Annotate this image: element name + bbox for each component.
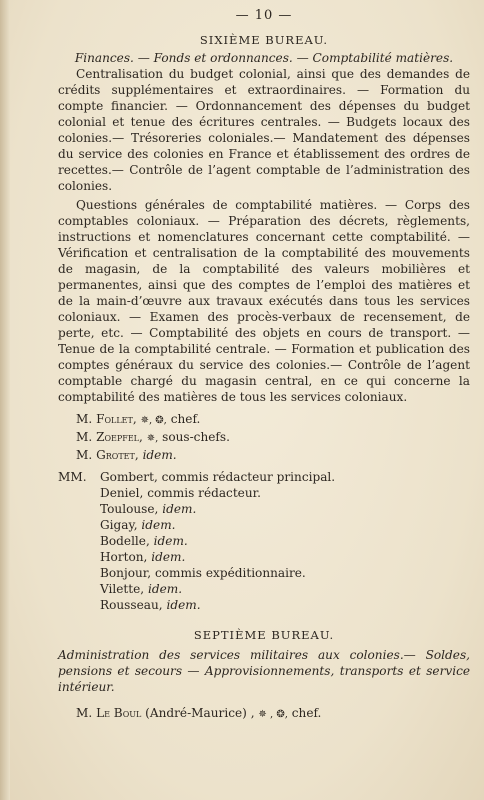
staff-name: Rousseau,	[100, 598, 163, 612]
staff-line	[100, 517, 470, 533]
decoration-icon: ✵,	[146, 433, 159, 444]
chief-given-name: (André-Maurice) ,	[145, 706, 255, 720]
staff-name: Vilette,	[100, 582, 145, 596]
chief-name: Le Boul	[96, 706, 142, 720]
staff-role: idem.	[141, 518, 176, 532]
staff-name: Bonjour,	[100, 566, 152, 580]
sixth-bureau-paragraph-1: Centralisation du budget colonial, ainsi que des demandes de crédits supplémentaires et extraordinaires. — Formation du compte financier. — Ordonnancement des dépenses du budget colonial et tenue des écritures centrales. — Budgets locaux des colonies.— Trésoreries coloniales.— Mandatement des dépenses du service des colonies en France et établissement des ordres de recettes.— Contrôle de l’agent comptable de l’administration des colonies.	[58, 67, 470, 193]
chief-name: Zoepfel	[96, 430, 139, 444]
sixth-bureau-heading: Finances. — Fonds et ordonnances. — Comptabilité matières.	[74, 51, 454, 65]
staff-line	[100, 485, 470, 501]
staff-line	[100, 533, 470, 549]
chief-name: Follet	[96, 412, 133, 426]
staff-line	[100, 565, 470, 581]
staff-entries	[100, 469, 470, 613]
chief-role: idem.	[142, 448, 177, 462]
chief-role: chef.	[170, 412, 201, 426]
chief-line: M. Grotet, idem.	[76, 448, 177, 462]
decoration-icon: ✵ , ❂,	[258, 709, 288, 720]
staff-role: commis expéditionnaire.	[154, 566, 306, 580]
chief-role: sous-chefs.	[162, 430, 230, 444]
decoration-icon: ✵, ❂,	[140, 415, 167, 426]
staff-name: Toulouse,	[100, 502, 159, 516]
staff-role: commis rédacteur.	[147, 486, 261, 500]
staff-line	[100, 597, 470, 613]
chief-prefix: M.	[76, 448, 93, 462]
chief-prefix: M.	[76, 706, 93, 720]
seventh-bureau-title: SEPTIÈME BUREAU.	[193, 628, 335, 642]
page-number: — 10 —	[235, 8, 293, 23]
seventh-chief-line	[58, 705, 470, 723]
staff-name: Deniel,	[100, 486, 144, 500]
chief-line: M. Follet, ✵, ❂, chef.	[76, 412, 201, 426]
staff-line	[100, 581, 470, 597]
document-body	[58, 8, 470, 723]
staff-role: idem.	[166, 598, 201, 612]
sixth-bureau-title: SIXIÈME BUREAU.	[199, 33, 329, 47]
staff-name: Horton,	[100, 550, 148, 564]
chief-prefix: M.	[76, 430, 93, 444]
staff-line	[100, 469, 470, 485]
seventh-bureau-heading: Administration des services militaires aux colonies.— Soldes, pensions et secours — Approvisionnements, transports et service intérieur.	[58, 648, 470, 694]
staff-role: idem.	[148, 582, 183, 596]
chief-name: Grotet	[96, 448, 135, 462]
chief-line: M. Zoepfel, ✵, sous-chefs.	[76, 430, 230, 444]
staff-prefix: MM.	[58, 470, 87, 484]
staff-role: idem.	[151, 550, 186, 564]
page-gutter	[0, 0, 10, 800]
chief-prefix: M.	[76, 412, 93, 426]
staff-list	[58, 469, 470, 613]
staff-name: Bodelle,	[100, 534, 150, 548]
chiefs-list	[58, 411, 470, 463]
staff-line	[100, 549, 470, 565]
staff-name: Gigay,	[100, 518, 138, 532]
staff-name: Gombert,	[100, 470, 158, 484]
staff-role: commis rédacteur principal.	[161, 470, 336, 484]
staff-role: idem.	[153, 534, 188, 548]
staff-role: idem.	[162, 502, 197, 516]
chief-role: chef.	[291, 706, 322, 720]
staff-line	[100, 501, 470, 517]
sixth-bureau-paragraph-2: Questions générales de comptabilité matières. — Corps des comptables coloniaux. — Préparation des décrets, règlements, instructions et nomenclatures concernant cette comptabilité. — Vérification et centralisation de la comptabilité des mouvements de magasin, de la comptabilité des valeurs mobilières et permanentes, ainsi que des comptes de l’emploi des matières et de la main-d’œuvre aux travaux exécutés dans tous les services coloniaux. — Examen des procès-verbaux de recensement, de perte, etc. — Comptabilité des objets en cours de transport. — Tenue de la comptabilité centrale. — Formation et publication des comptes généraux du service des colonies.— Contrôle de l’agent comptable chargé du magasin central, en ce qui concerne la comptabilité des matières de tous les services coloniaux.	[58, 198, 470, 404]
